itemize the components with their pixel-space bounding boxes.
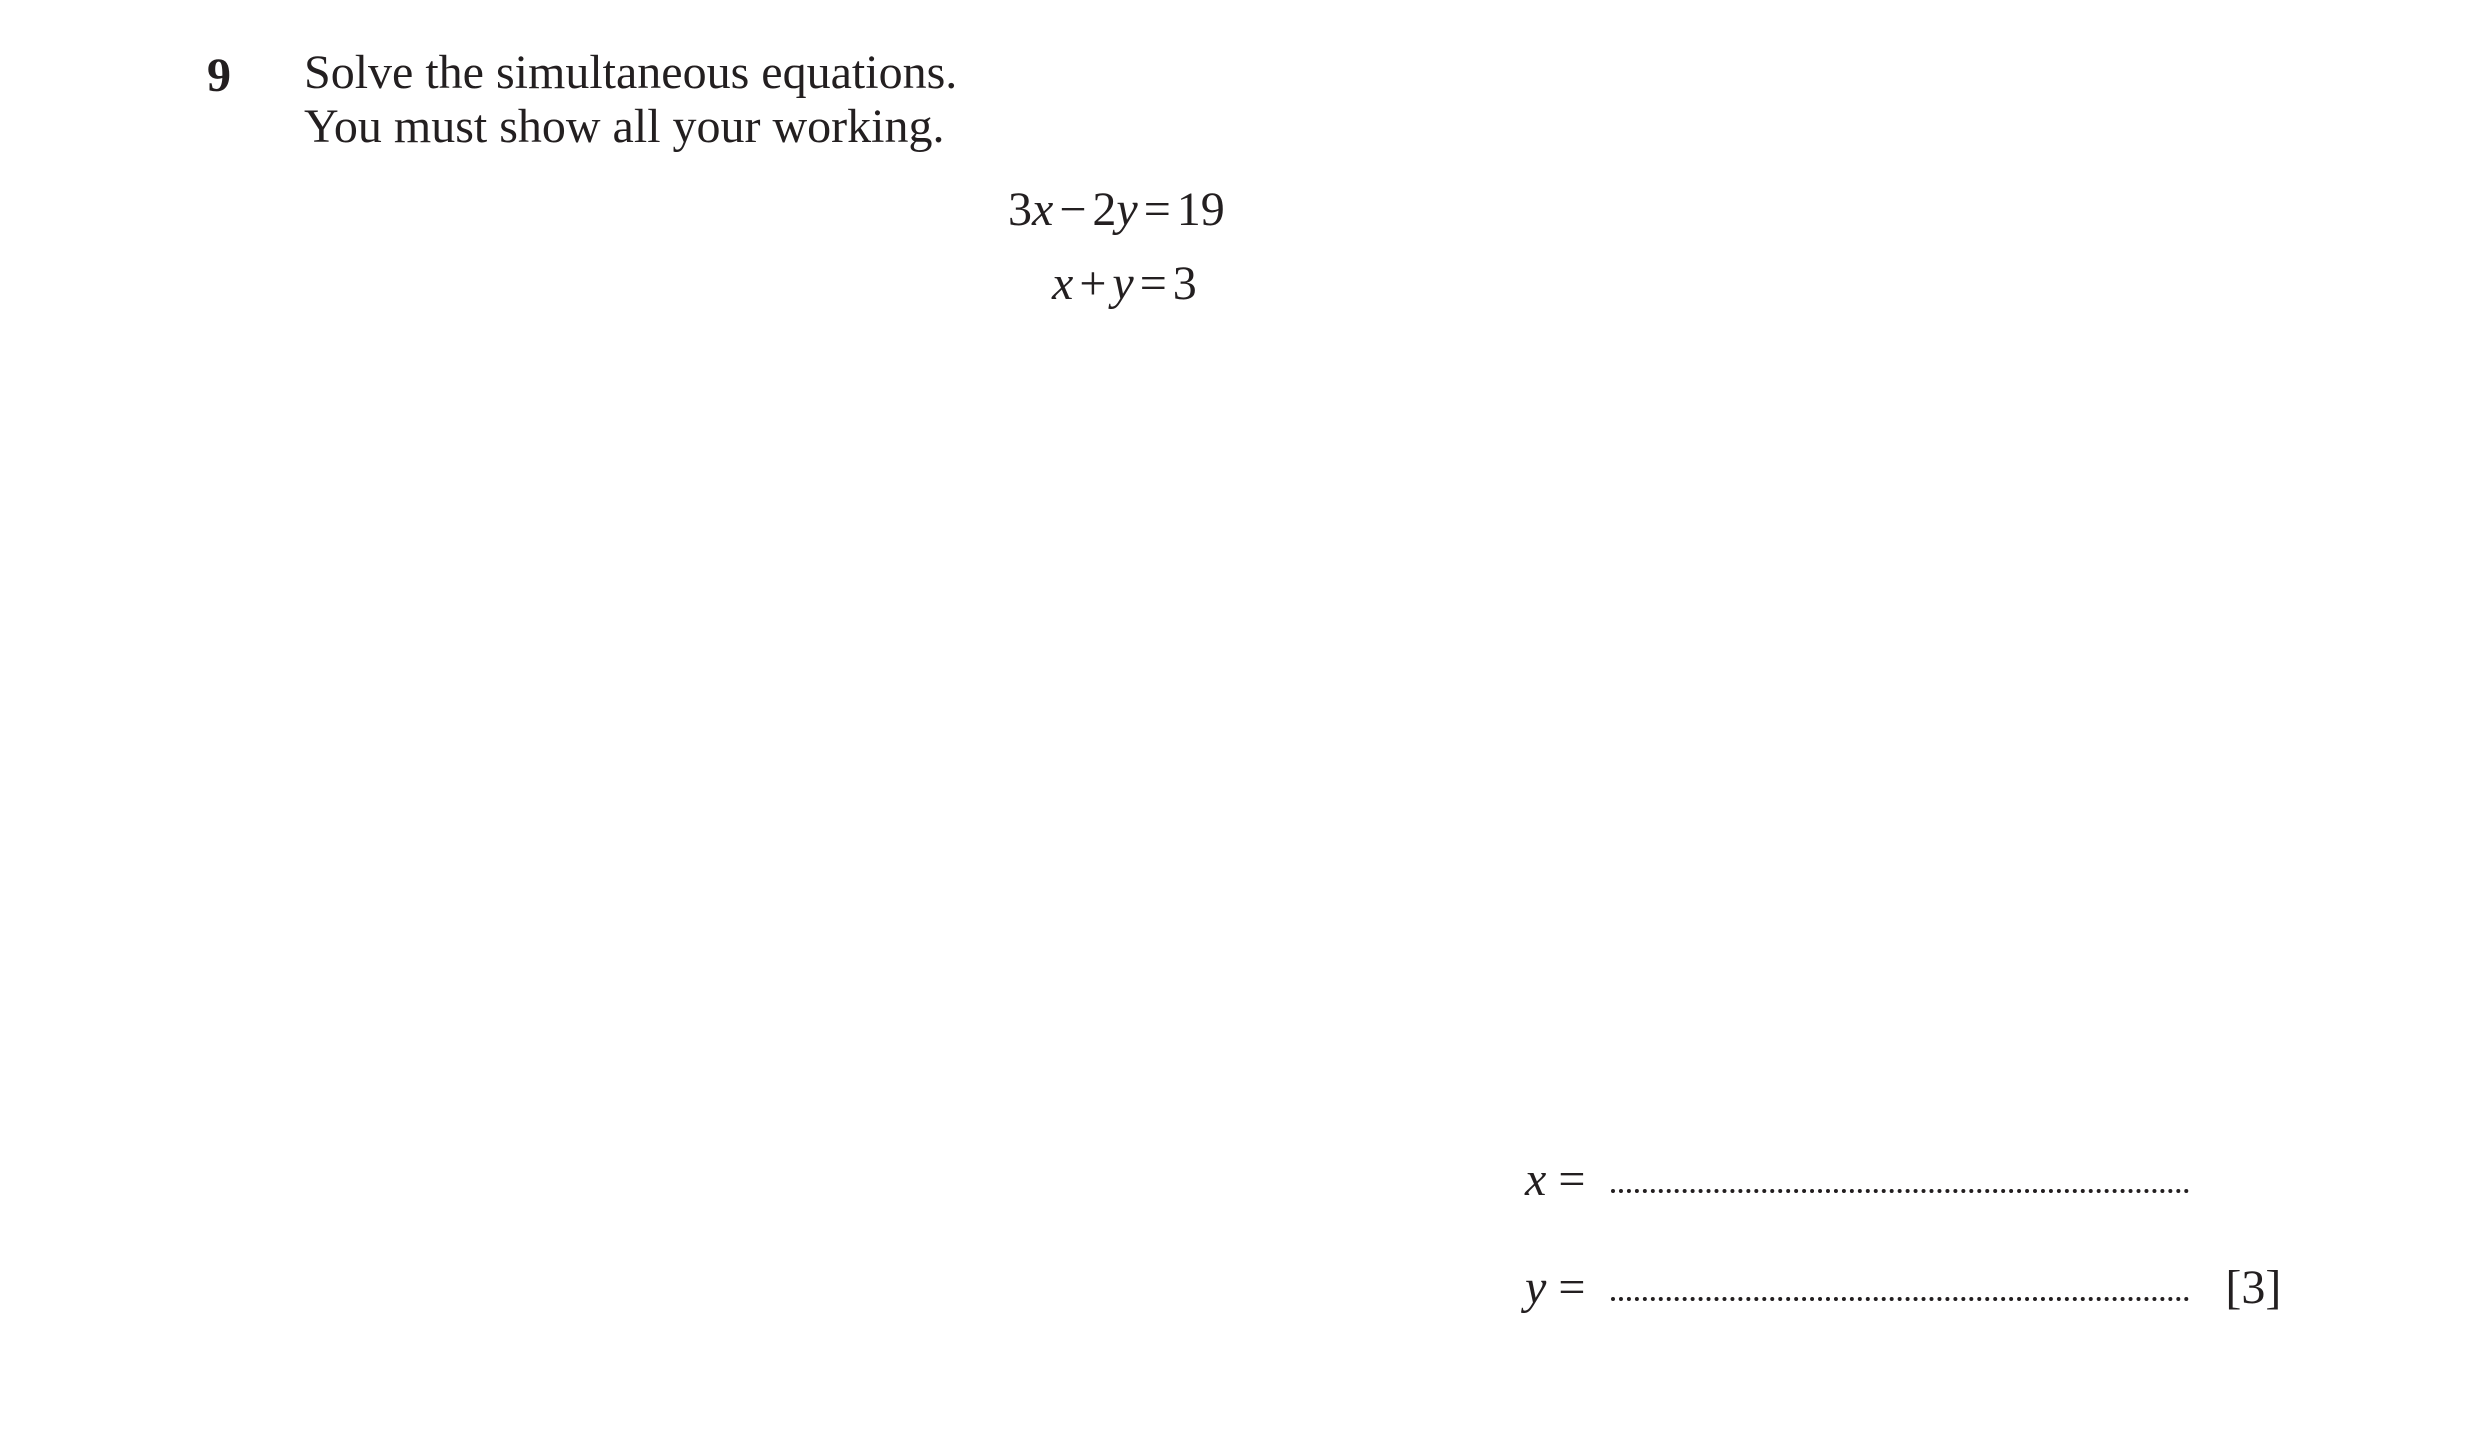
answer-row-x [1525,1150,2189,1210]
answer-y-equals: = [1558,1261,1586,1314]
eq2-operator: + [1079,257,1107,310]
eq1-rhs: 19 [1176,183,1225,236]
answer-y-label: y [1525,1261,1547,1314]
eq1-coef-y: 2 [1092,183,1117,236]
answer-row-y [1525,1258,2281,1318]
eq1-var-y: y [1116,183,1138,236]
eq2-var-y: y [1112,257,1134,310]
question-instruction: Solve the simultaneous equations. [304,46,958,99]
eq1-var-x: x [1032,183,1054,236]
answer-x-equals: = [1558,1153,1586,1206]
eq2-var-x: x [1052,257,1074,310]
marks-allocation: [3] [2225,1261,2282,1314]
eq1-operator: − [1059,183,1087,236]
eq2-rhs: 3 [1172,257,1197,310]
equation-1 [1008,180,1225,240]
equation-2 [1052,254,1197,314]
eq2-equals: = [1139,257,1167,310]
question-text [304,46,957,154]
answer-x-line[interactable] [1611,1189,2189,1193]
question-working-note: You must show all your working. [304,100,945,153]
question-number: 9 [207,49,231,102]
eq1-coef-x: 3 [1008,183,1032,236]
answer-x-label: x [1525,1153,1547,1206]
answer-y-line[interactable] [1611,1297,2189,1301]
eq1-equals: = [1143,183,1171,236]
